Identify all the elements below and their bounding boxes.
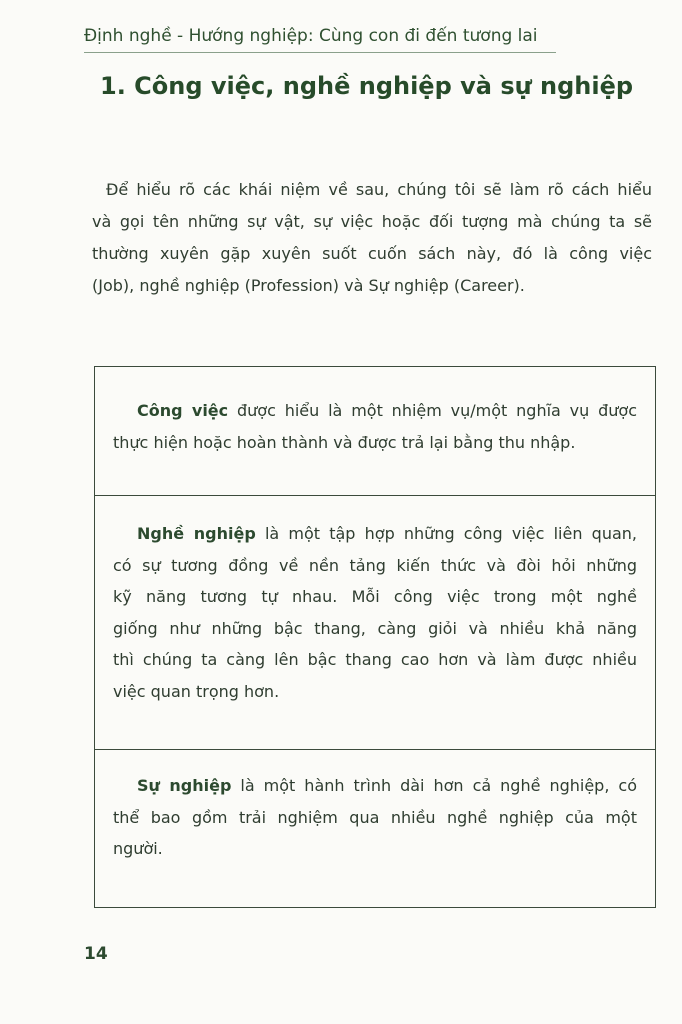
definition-term: Sự nghiệp bbox=[137, 776, 232, 795]
definition-line: giống như những bậc thang, càng giỏi và nhiều khả năng bbox=[113, 618, 637, 638]
definition-line bbox=[137, 395, 637, 427]
definition-line: việc quan trọng hơn. bbox=[113, 681, 280, 701]
intro-line: và gọi tên những sự vật, sự việc hoặc đối tượng mà chúng ta sẽ bbox=[92, 212, 652, 231]
definition-line: người. bbox=[113, 839, 163, 858]
intro-line: thường xuyên gặp xuyên suốt cuốn sách này, đó là công việc bbox=[92, 244, 652, 263]
definition-line-text: được hiểu là một nhiệm vụ/một nghĩa vụ được bbox=[228, 401, 638, 420]
definition-line bbox=[137, 770, 637, 802]
definition-line: thể bao gồm trải nghiệm qua nhiều nghề nghiệp của một bbox=[113, 807, 637, 827]
definition-text bbox=[113, 750, 637, 865]
chapter-title: 1. Công việc, nghề nghiệp và sự nghiệp bbox=[100, 72, 634, 100]
definition-line-text: là một hành trình dài hơn cả nghề nghiệp, có bbox=[231, 776, 637, 795]
intro-line: (Job), nghề nghiệp (Profession) và Sự nghiệp (Career). bbox=[92, 276, 525, 295]
definition-text bbox=[113, 496, 637, 707]
definition-term: Công việc bbox=[137, 401, 229, 420]
page-number: 14 bbox=[84, 944, 108, 964]
intro-line: Để hiểu rõ các khái niệm về sau, chúng tôi sẽ làm rõ cách hiểu bbox=[106, 180, 652, 199]
definition-profession bbox=[95, 495, 655, 749]
definition-line bbox=[137, 518, 637, 550]
definitions-box bbox=[94, 366, 656, 908]
definition-line-text: là một tập hợp những công việc liên quan, bbox=[255, 524, 637, 543]
definition-text bbox=[113, 367, 638, 458]
definition-job bbox=[95, 367, 655, 495]
intro-paragraph bbox=[92, 174, 652, 302]
definition-line: có sự tương đồng về nền tảng kiến thức và đòi hỏi những bbox=[113, 555, 637, 575]
definition-career bbox=[95, 749, 655, 907]
definition-line: thì chúng ta càng lên bậc thang cao hơn và làm được nhiều bbox=[113, 650, 637, 669]
definition-line: kỹ năng tương tự nhau. Mỗi công việc trong một nghề bbox=[113, 587, 637, 606]
running-header: Định nghề - Hướng nghiệp: Cùng con đi đến tương lai bbox=[84, 26, 556, 53]
definition-line: thực hiện hoặc hoàn thành và được trả lại bằng thu nhập. bbox=[113, 432, 576, 452]
definition-term: Nghề nghiệp bbox=[137, 524, 256, 543]
